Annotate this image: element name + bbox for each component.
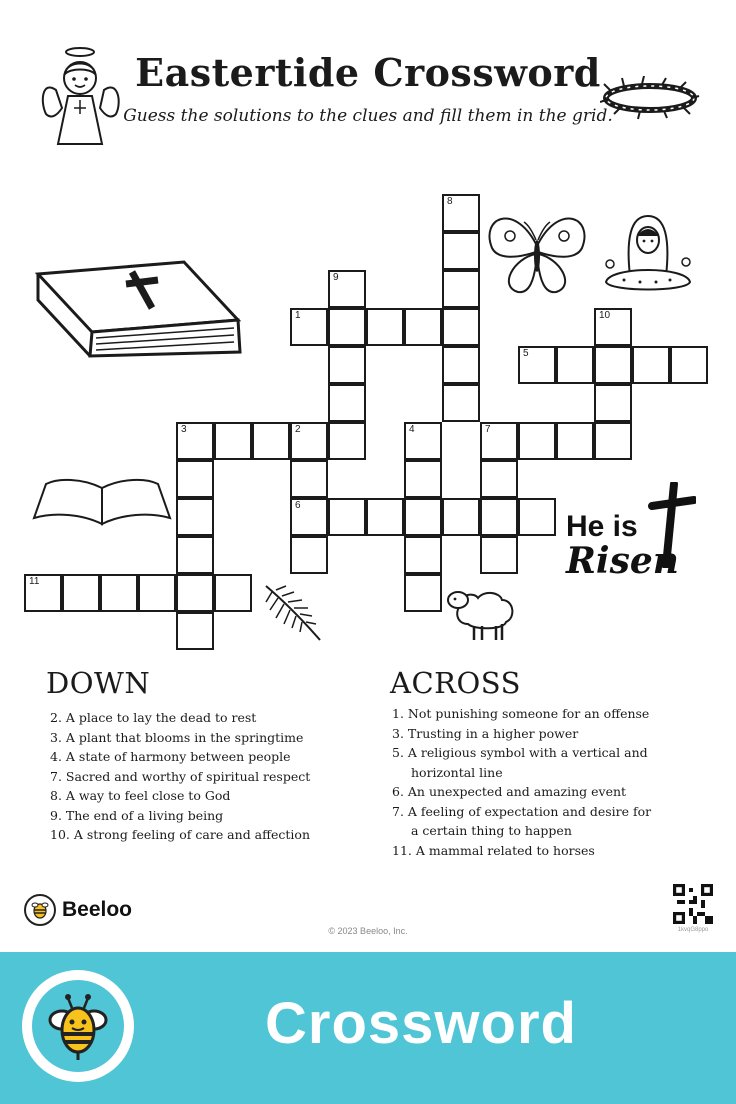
grid-cell[interactable] xyxy=(594,346,632,384)
grid-cell[interactable] xyxy=(328,270,366,308)
grid-cell[interactable] xyxy=(518,422,556,460)
grid-cell[interactable] xyxy=(62,574,100,612)
grid-cell[interactable] xyxy=(328,346,366,384)
copyright: © 2023 Beeloo, Inc. xyxy=(328,926,408,936)
grid-cell[interactable] xyxy=(176,460,214,498)
grid-cell[interactable] xyxy=(442,346,480,384)
clue-number: 2 xyxy=(295,424,301,435)
grid-cell[interactable] xyxy=(518,498,556,536)
grid-cell[interactable] xyxy=(480,498,518,536)
grid-cell[interactable] xyxy=(594,422,632,460)
grid-cell[interactable] xyxy=(176,574,214,612)
grid-cell[interactable] xyxy=(290,536,328,574)
down-heading: DOWN xyxy=(46,666,151,700)
grid-cell[interactable] xyxy=(480,460,518,498)
down-clue: 4. A state of harmony between people xyxy=(50,749,291,764)
grid-cell[interactable] xyxy=(290,460,328,498)
footer-band xyxy=(0,952,736,1104)
grid-cell[interactable] xyxy=(328,422,366,460)
footer-logo xyxy=(22,970,134,1082)
grid-cell[interactable] xyxy=(328,308,366,346)
across-clue: 5. A religious symbol with a vertical and xyxy=(392,745,648,760)
grid-cell[interactable] xyxy=(480,422,518,460)
grid-cell[interactable] xyxy=(100,574,138,612)
grid-cell[interactable] xyxy=(138,574,176,612)
across-heading: ACROSS xyxy=(390,666,521,700)
clue-number: 5 xyxy=(523,348,529,359)
grid-cell[interactable] xyxy=(556,346,594,384)
grid-cell[interactable] xyxy=(252,422,290,460)
clue-number: 11 xyxy=(29,576,40,587)
clue-number: 1 xyxy=(295,310,301,321)
clue-number: 4 xyxy=(409,424,415,435)
grid-cell[interactable] xyxy=(632,346,670,384)
down-clue: 9. The end of a living being xyxy=(50,807,224,823)
down-clue: 7. Sacred and worthy of spiritual respect xyxy=(50,768,311,784)
grid-cell[interactable] xyxy=(176,612,214,650)
grid-cell[interactable] xyxy=(404,498,442,536)
grid-cell[interactable] xyxy=(290,422,328,460)
grid-cell[interactable] xyxy=(404,536,442,574)
grid-cell[interactable] xyxy=(176,536,214,574)
across-clue: 7. A feeling of expectation and desire for xyxy=(392,803,652,819)
grid-cell[interactable] xyxy=(442,270,480,308)
grid-cell[interactable] xyxy=(404,308,442,346)
across-clue: 6. An unexpected and amazing event xyxy=(392,784,627,799)
across-clue-continuation: a certain thing to happen xyxy=(411,823,572,838)
grid-cell[interactable] xyxy=(442,194,480,232)
grid-cell[interactable] xyxy=(518,346,556,384)
page-subtitle: Guess the solutions to the clues and fill them in the grid. xyxy=(123,106,613,126)
grid-cell[interactable] xyxy=(366,498,404,536)
clue-number: 6 xyxy=(295,500,301,511)
grid-cell[interactable] xyxy=(594,384,632,422)
across-clue: 3. Trusting in a higher power xyxy=(392,725,579,741)
grid-cell[interactable] xyxy=(290,308,328,346)
across-clue: 1. Not punishing someone for an offense xyxy=(392,706,650,721)
grid-cell[interactable] xyxy=(24,574,62,612)
grid-cell[interactable] xyxy=(176,498,214,536)
grid-cell[interactable] xyxy=(176,422,214,460)
down-clue: 8. A way to feel close to God xyxy=(50,788,231,803)
page-title: Eastertide Crossword xyxy=(135,50,601,95)
bee-icon xyxy=(24,894,56,926)
grid-cell[interactable] xyxy=(328,498,366,536)
clue-number: 7 xyxy=(485,424,491,435)
grid-cell[interactable] xyxy=(404,422,442,460)
grid-cell[interactable] xyxy=(290,498,328,536)
bee-icon xyxy=(46,990,110,1062)
down-clue: 2. A place to lay the dead to rest xyxy=(50,710,257,725)
across-clue: 11. A mammal related to horses xyxy=(392,842,595,858)
grid-cell[interactable] xyxy=(404,460,442,498)
down-clues xyxy=(50,708,310,845)
grid-cell[interactable] xyxy=(442,232,480,270)
grid-cell[interactable] xyxy=(214,422,252,460)
qr-code-icon xyxy=(673,884,713,924)
clue-number: 9 xyxy=(333,272,339,283)
grid-cell[interactable] xyxy=(442,498,480,536)
grid-cell[interactable] xyxy=(594,308,632,346)
across-clues xyxy=(392,704,651,860)
grid-cell[interactable] xyxy=(556,422,594,460)
footer-label: Crossword xyxy=(265,991,577,1056)
grid-cell[interactable] xyxy=(442,308,480,346)
down-clue: 3. A plant that blooms in the springtime xyxy=(50,729,304,745)
grid-cell[interactable] xyxy=(214,574,252,612)
grid-cell[interactable] xyxy=(366,308,404,346)
grid-cell[interactable] xyxy=(404,574,442,612)
risen-text: Risen xyxy=(566,540,679,582)
he-is-text: He is xyxy=(566,510,638,543)
grid-cell[interactable] xyxy=(670,346,708,384)
brand xyxy=(24,894,132,926)
clue-number: 10 xyxy=(599,310,611,321)
qr-code-label: 1kvqG8ppo xyxy=(677,927,709,933)
clue-number: 3 xyxy=(181,424,187,435)
down-clue: 10. A strong feeling of care and affection xyxy=(50,827,310,842)
grid-cell[interactable] xyxy=(442,384,480,422)
grid-cell[interactable] xyxy=(328,384,366,422)
grid-cell[interactable] xyxy=(480,536,518,574)
clue-number: 8 xyxy=(447,196,453,207)
across-clue-continuation: horizontal line xyxy=(411,764,503,780)
brand-name: Beeloo xyxy=(62,898,133,921)
